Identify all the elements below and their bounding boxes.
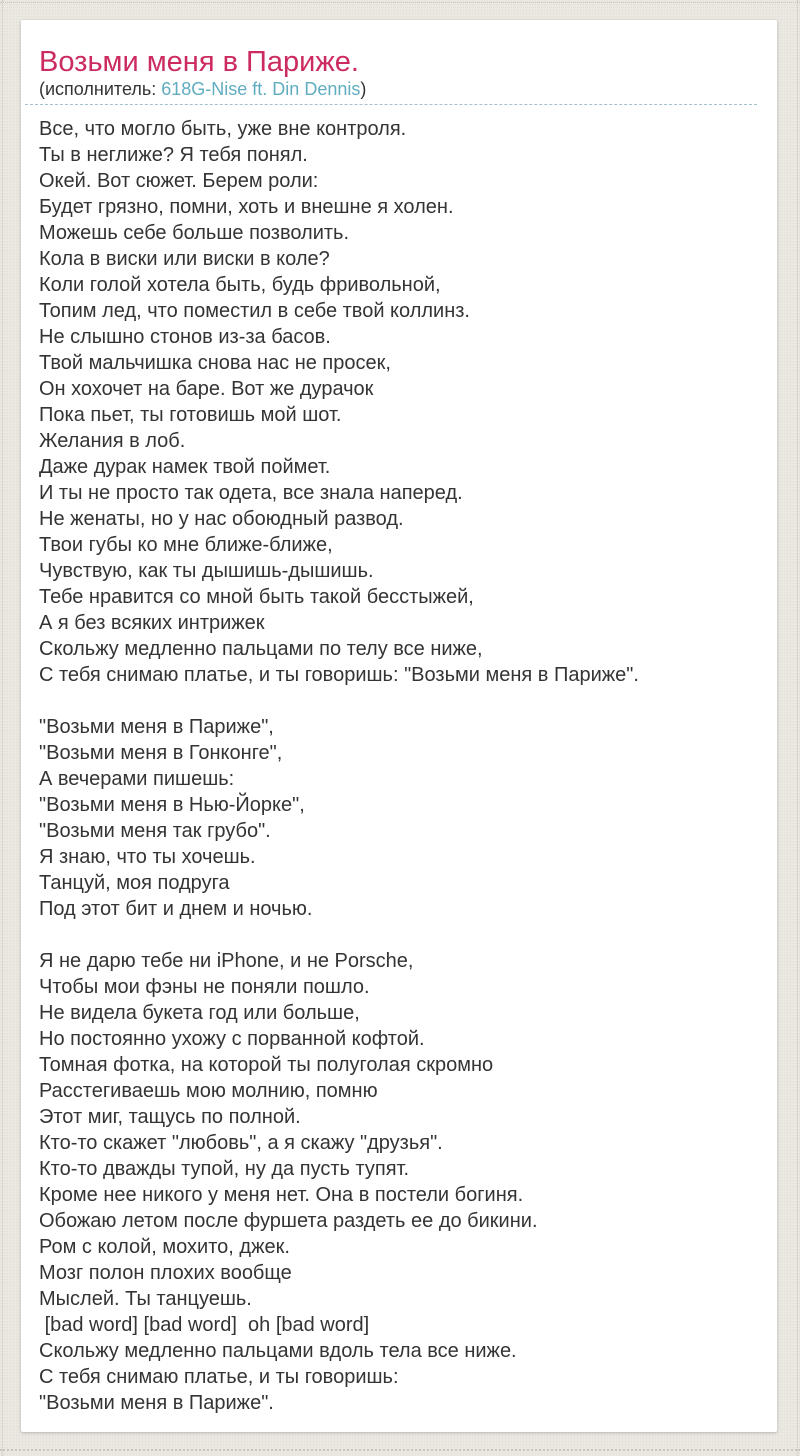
- lyric-line: Окей. Вот сюжет. Берем роли:: [39, 170, 319, 192]
- lyric-line: Все, что могло быть, уже вне контроля.: [39, 118, 407, 140]
- lyric-line: Твои губы ко мне ближе-ближе,: [39, 534, 333, 556]
- song-title: Возьми меня в Париже.: [39, 46, 359, 78]
- lyric-line: Расстегиваешь мою молнию, помню: [39, 1080, 378, 1102]
- lyric-line: Коли голой хотела быть, будь фривольной,: [39, 274, 441, 296]
- page-edge-dotted-bottom: [0, 1449, 800, 1451]
- artist-link[interactable]: 618G-Nise ft. Din Dennis: [161, 79, 361, 99]
- lyric-line: Тебе нравится со мной быть такой бесстыжей,: [39, 586, 474, 608]
- lyric-line: [39, 688, 757, 714]
- lyric-line: Под этот бит и днем и ночью.: [39, 898, 313, 920]
- lyric-line: С тебя снимаю платье, и ты говоришь: "Возьми меня в Париже".: [39, 664, 639, 686]
- lyric-line: Ром с колой, мохито, джек.: [39, 1236, 290, 1258]
- page-edge-dotted-top: [0, 2, 800, 3]
- lyric-line: Но постоянно ухожу с порванной кофтой.: [39, 1028, 425, 1050]
- lyric-line: Скольжу медленно пальцами вдоль тела все ниже.: [39, 1340, 517, 1362]
- artist-label: (исполнитель:: [39, 79, 157, 99]
- lyric-line: "Возьми меня так грубо".: [39, 820, 271, 842]
- lyric-line: Чтобы мои фэны не поняли пошло.: [39, 976, 370, 998]
- lyric-line: "Возьми меня в Нью-Йорке",: [39, 794, 305, 816]
- lyric-line: Ты в неглиже? Я тебя понял.: [39, 144, 308, 166]
- lyric-line: Я не дарю тебе ни iPhone, и не Porsche,: [39, 950, 414, 972]
- lyric-line: Кто-то скажет "любовь", а я скажу "друзья".: [39, 1132, 443, 1154]
- lyric-line: Кола в виски или виски в коле?: [39, 248, 330, 270]
- lyric-line: Томная фотка, на которой ты полуголая скромно: [39, 1054, 494, 1076]
- lyric-line: Не видела букета год или больше,: [39, 1002, 360, 1024]
- artist-suffix: ): [360, 79, 367, 99]
- lyric-line: Желания в лоб.: [39, 430, 186, 452]
- song-header: [25, 20, 757, 105]
- lyric-line: Не слышно стонов из-за басов.: [39, 326, 331, 348]
- page-edge-dotted-left: [2, 0, 3, 1456]
- lyric-line: Пока пьет, ты готовишь мой шот.: [39, 404, 342, 426]
- lyric-line: Я знаю, что ты хочешь.: [39, 846, 256, 868]
- artist-line: [39, 80, 757, 99]
- lyric-line: "Возьми меня в Париже".: [39, 1392, 274, 1414]
- lyric-line: Мыслей. Ты танцуешь.: [39, 1288, 252, 1310]
- lyric-line: Кто-то дважды тупой, ну да пусть тупят.: [39, 1158, 410, 1180]
- lyric-line: А я без всяких интрижек: [39, 612, 265, 634]
- lyric-line: "Возьми меня в Гонконге",: [39, 742, 283, 764]
- page-edge-dotted-right: [797, 0, 798, 1456]
- lyric-line: А вечерами пишешь:: [39, 768, 235, 790]
- lyric-line: Мозг полон плохих вообще: [39, 1262, 292, 1284]
- lyric-line: [bad word] [bad word] oh [bad word]: [39, 1314, 370, 1336]
- lyric-line: Обожаю летом после фуршета раздеть ее до бикини.: [39, 1210, 538, 1232]
- lyric-line: Этот миг, тащусь по полной.: [39, 1106, 301, 1128]
- lyric-line: Скольжу медленно пальцами по телу все ниже,: [39, 638, 483, 660]
- lyric-line: Можешь себе больше позволить.: [39, 222, 350, 244]
- lyric-line: Твой мальчишка снова нас не просек,: [39, 352, 391, 374]
- lyric-line: Не женаты, но у нас обоюдный развод.: [39, 508, 404, 530]
- lyric-line: Кроме нее никого у меня нет. Она в постели богиня.: [39, 1184, 524, 1206]
- lyric-line: И ты не просто так одета, все знала наперед.: [39, 482, 463, 504]
- lyric-line: "Возьми меня в Париже",: [39, 716, 274, 738]
- lyric-line: Чувствую, как ты дышишь-дышишь.: [39, 560, 374, 582]
- lyric-line: Топим лед, что поместил в себе твой коллинз.: [39, 300, 470, 322]
- lyric-line: Танцуй, моя подруга: [39, 872, 230, 894]
- lyric-line: С тебя снимаю платье, и ты говоришь:: [39, 1366, 399, 1388]
- lyric-line: [39, 922, 757, 948]
- lyric-line: Будет грязно, помни, хоть и внешне я холен.: [39, 196, 454, 218]
- lyric-line: Он хохочет на баре. Вот же дурачок: [39, 378, 374, 400]
- lyrics: [21, 105, 777, 1416]
- lyric-line: Даже дурак намек твой поймет.: [39, 456, 331, 478]
- lyrics-card: [21, 20, 777, 1432]
